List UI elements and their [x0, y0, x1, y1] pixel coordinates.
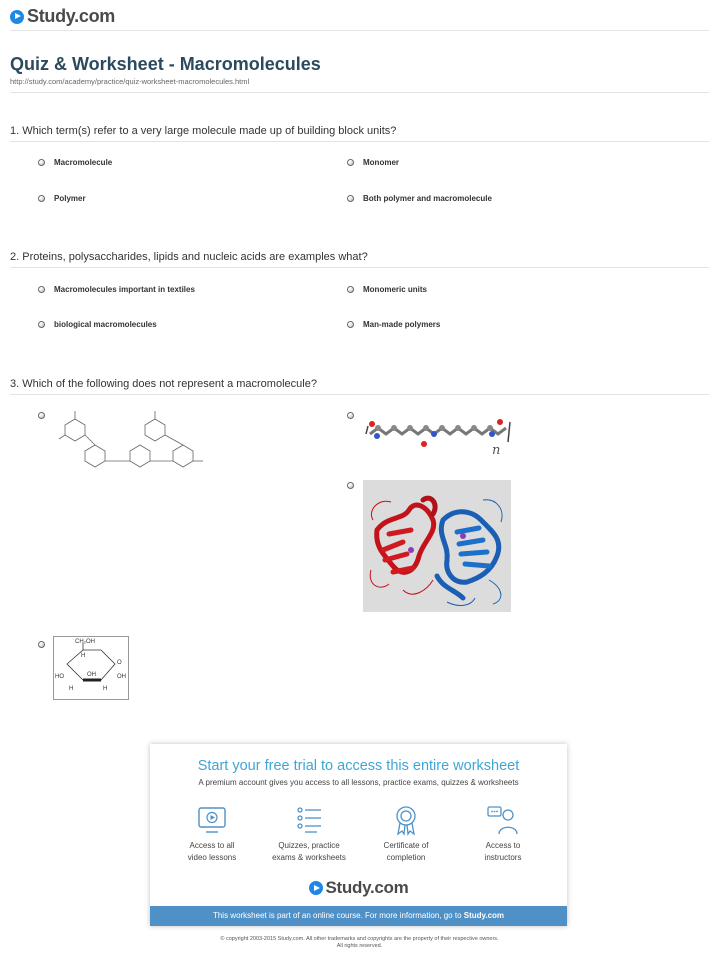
- question-3-divider: [10, 394, 709, 395]
- course-info-link[interactable]: Study.com: [463, 911, 505, 920]
- q1-option-c[interactable]: [38, 194, 86, 203]
- question-1-divider: [10, 141, 709, 142]
- title-divider: [10, 92, 709, 93]
- ring-h-bottom-left-label: H: [69, 686, 74, 692]
- feature-label: Certificate of completion: [383, 841, 429, 862]
- radio-button[interactable]: [347, 195, 354, 202]
- ring-h-bottom-right-label: H: [103, 686, 108, 692]
- repeat-unit-label: n: [492, 443, 501, 456]
- q2-option-b[interactable]: [347, 285, 427, 294]
- feature-label: Access to instructors: [484, 841, 522, 862]
- course-info-text: This worksheet is part of an online course. For more information, go to: [212, 911, 464, 920]
- cta-brand-name: Study.com: [325, 878, 409, 897]
- protein-structure-image: [363, 480, 511, 612]
- cta-study-logo[interactable]: [150, 878, 567, 898]
- copyright-line-1: © copyright 2003-2015 Study.com. All other trademarks and copyrights are the property of their respective owners.: [220, 936, 499, 942]
- brand-name: Study.com: [27, 6, 115, 26]
- instructor-icon: [487, 804, 519, 836]
- radio-button[interactable]: [347, 412, 354, 419]
- quiz-list-icon: [293, 804, 325, 836]
- ring-oh-center-label: OH: [87, 672, 96, 678]
- question-2-divider: [10, 267, 709, 268]
- course-info-bar: [150, 906, 567, 926]
- copyright-line-2: All rights reserved.: [336, 943, 383, 949]
- radio-button[interactable]: [347, 482, 354, 489]
- free-trial-subtitle: A premium account gives you access to all lessons, practice exams, quizzes & worksheets: [198, 778, 519, 787]
- question-3-text: 3. Which of the following does not represent a macromolecule?: [10, 378, 317, 390]
- option-label: biological macromolecules: [54, 320, 157, 329]
- ring-ch2oh-label: CH₂OH: [75, 639, 95, 645]
- radio-button[interactable]: [38, 412, 45, 419]
- radio-button[interactable]: [38, 159, 45, 166]
- feature-label: Quizzes, practice exams & worksheets: [272, 841, 346, 862]
- q1-option-b[interactable]: [347, 158, 399, 167]
- copyright: [0, 936, 719, 950]
- q2-option-d[interactable]: [347, 320, 440, 329]
- option-label: Monomeric units: [363, 285, 428, 294]
- free-trial-panel: [150, 744, 567, 926]
- free-trial-title[interactable]: Start your free trial to access this entire worksheet: [197, 758, 520, 774]
- feature-instructors: [451, 804, 555, 864]
- radio-button[interactable]: [38, 195, 45, 202]
- radio-button[interactable]: [347, 159, 354, 166]
- q1-option-d[interactable]: [347, 194, 492, 203]
- radio-button[interactable]: [38, 321, 45, 328]
- feature-certificate: [354, 804, 458, 864]
- certificate-icon: [390, 804, 422, 836]
- page-title: Quiz & Worksheet - Macromolecules: [10, 54, 321, 74]
- q2-option-a[interactable]: [38, 285, 195, 294]
- q3-option-c[interactable]: [347, 482, 354, 489]
- q2-option-c[interactable]: [38, 320, 157, 329]
- ring-o-label: O: [117, 660, 122, 666]
- radio-button[interactable]: [38, 641, 45, 648]
- q3-option-b[interactable]: [347, 412, 354, 419]
- ring-h-top-label: H: [81, 653, 86, 659]
- question-1-text: 1. Which term(s) refer to a very large molecule made up of building block units?: [10, 125, 397, 137]
- q3-option-d[interactable]: [38, 641, 45, 648]
- feature-label: Access to all video lessons: [187, 841, 237, 862]
- polymer-chain-image: [362, 412, 514, 456]
- video-lesson-icon: [196, 804, 228, 836]
- option-label: Polymer: [54, 194, 86, 203]
- option-label: Monomer: [363, 158, 399, 167]
- polysaccharide-structure-image: [55, 405, 205, 471]
- option-label: Macromolecule: [54, 158, 113, 167]
- q3-option-a[interactable]: [38, 412, 45, 419]
- option-label: Man-made polymers: [363, 320, 441, 329]
- radio-button[interactable]: [347, 321, 354, 328]
- glucose-ring-image: [53, 636, 129, 700]
- play-logo-icon: [309, 881, 323, 895]
- ring-oh-right-label: OH: [117, 674, 126, 680]
- study-logo[interactable]: [10, 6, 115, 27]
- radio-button[interactable]: [347, 286, 354, 293]
- option-label: Macromolecules important in textiles: [54, 285, 195, 294]
- radio-button[interactable]: [38, 286, 45, 293]
- ring-ho-label: HO: [55, 674, 64, 680]
- play-logo-icon: [10, 10, 24, 24]
- option-label: Both polymer and macromolecule: [363, 194, 492, 203]
- feature-video-lessons: [160, 804, 264, 864]
- header-divider: [10, 30, 709, 31]
- q1-option-a[interactable]: [38, 158, 112, 167]
- question-2-text: 2. Proteins, polysaccharides, lipids and nucleic acids are examples what?: [10, 251, 368, 263]
- feature-quizzes: [257, 804, 361, 864]
- page-url: http://study.com/academy/practice/quiz-worksheet-macromolecules.html: [10, 77, 250, 86]
